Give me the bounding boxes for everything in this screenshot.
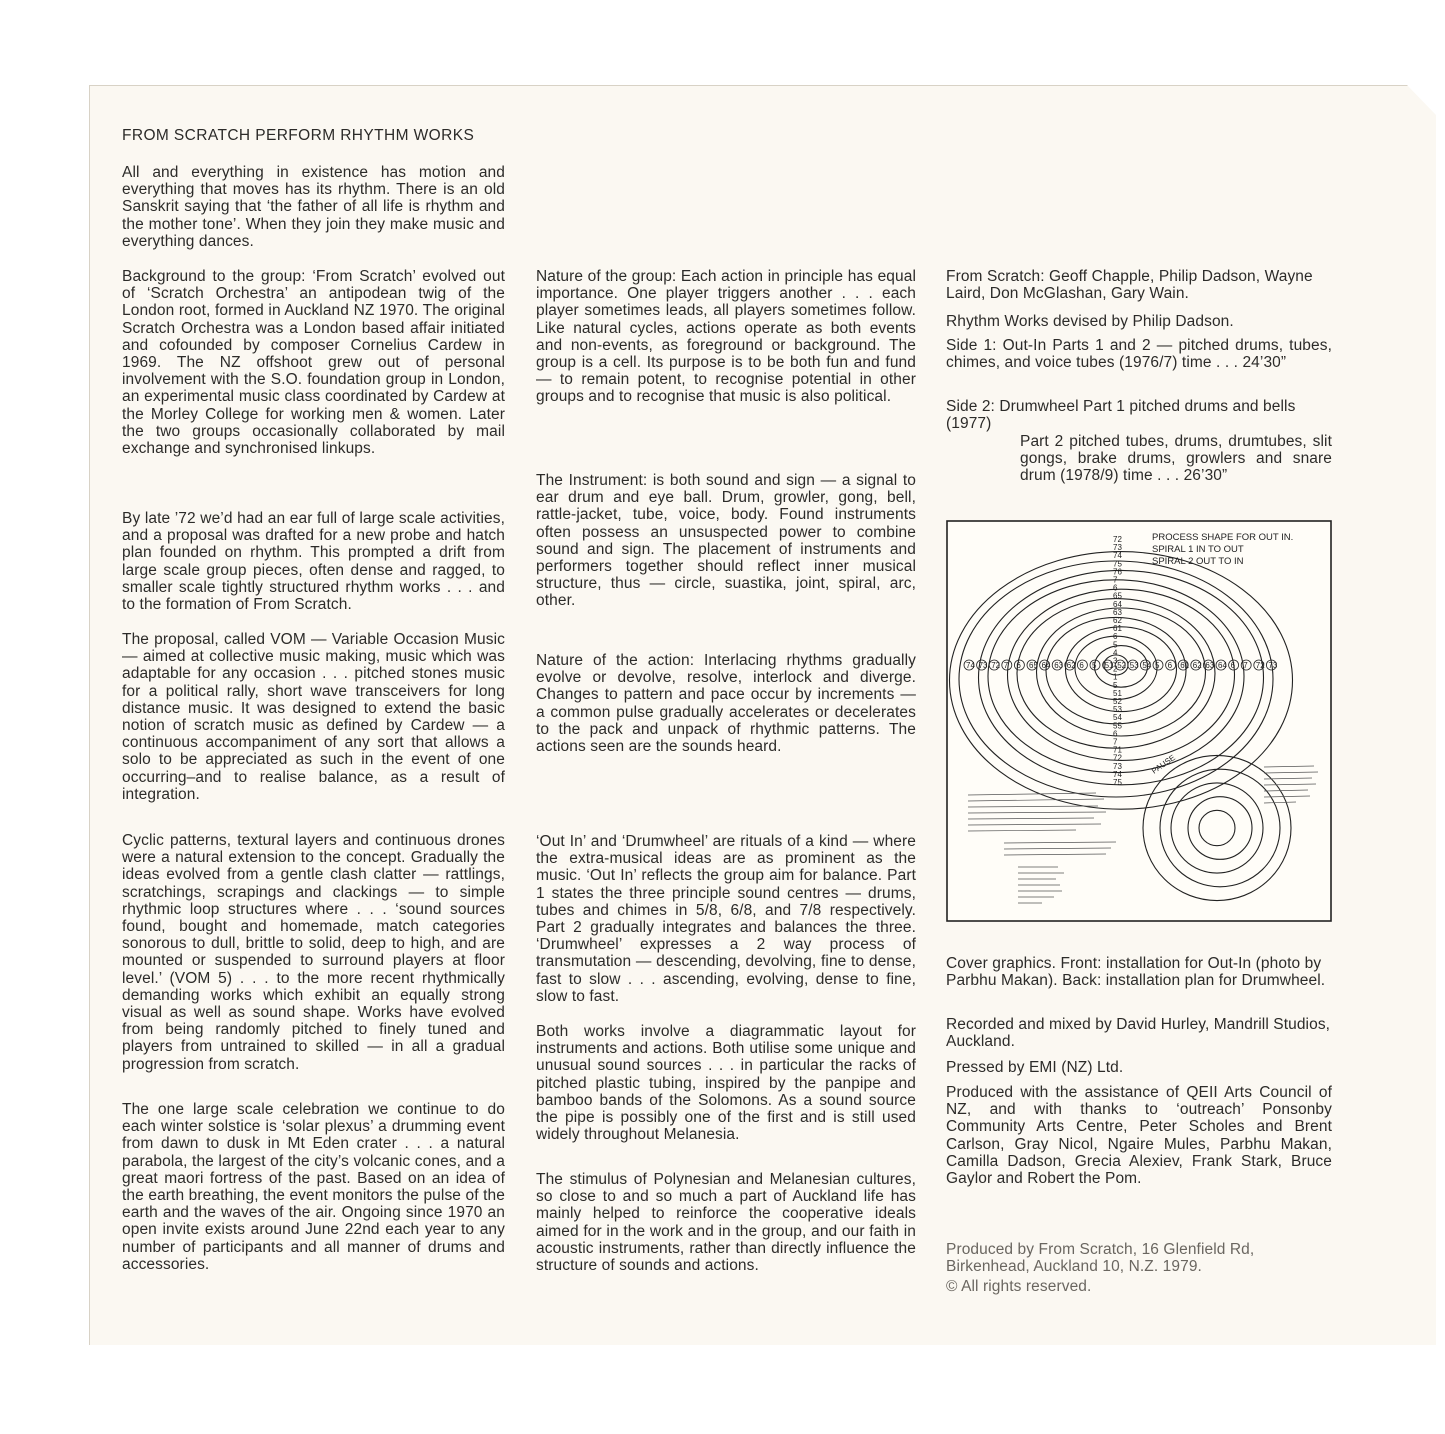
spiral-number: 52 bbox=[1117, 661, 1127, 670]
spiral-number: 6 bbox=[1167, 661, 1173, 670]
layout-paragraph: Both works involve a diagrammatic layout for instruments and actions. Both utilise some unique and unusual sound sources . . . in particular the racks of pitched plastic tubing, inspired by the panpipe and bamboo bands of the Solomons. As a sound source the pipe is possibly one of the first and is still used widely throughout Melanesia. bbox=[536, 1023, 916, 1144]
page-title: FROM SCRATCH PERFORM RHYTHM WORKS bbox=[122, 127, 475, 144]
out-in-paragraph: ‘Out In’ and ‘Drumwheel’ are rituals of a kind — where the extra-musical ideas are as prominent as the music. ‘Out In’ reflects the group aim for balance. Part 1 states the three principle sound centres — drums, tubes and chimes in 5/8, 6/8, and 7/8 respectively. Part 2 gradually integrates and balances the three. ‘Drumwheel’ expresses a 2 way process of transmutation — descending, devolving, fine to dense, fast to slow . . . ascending, evolving, dense to fine, slow to fast. bbox=[536, 833, 916, 1005]
process-shape-diagram bbox=[946, 520, 1332, 922]
spiral-number: 63 bbox=[1113, 607, 1122, 617]
spiral-number: 7 bbox=[1243, 661, 1248, 670]
nature-of-group-paragraph: Nature of the group: Each action in principle has equal importance. One player triggers another . . . each player sometimes leads, all players sometimes follow. Like natural cycles, actions operate as both events and non-events, as foreground or background. The group is a cell. Its purpose is to be both fun and fund — to remain potent, to recognise potential in other groups and to recognise that music is also political. bbox=[536, 268, 916, 406]
spiral-number: 6 bbox=[1113, 729, 1118, 739]
spiral-number: 4 bbox=[1113, 648, 1118, 658]
spiral-number: 73 bbox=[978, 661, 988, 670]
solstice-paragraph: The one large scale celebration we continue to do each winter solstice is ‘solar plexus’ a drumming event from dawn to dusk in Mt Eden crater . . . a natural parabola, the largest of the city’s volcanic cones, and a great maori fortress of the past. Based on an idea of the earth breathing, the event monitors the pulse of the earth and the waves of the air. Ongoing since 1970 an open invite exists around June 22nd each year to any number of participants and all manner of drums and accessories. bbox=[122, 1101, 505, 1273]
thanks-paragraph: Produced with the assistance of QEII Arts Council of NZ, and with thanks to ‘outreach’ Ponsonby Community Arts Centre, Peter Scholes and Brent Carlson, Gray Nicol, Ngaire Mules, Parbhu Makan, Camilla Dadson, Grecia Alexiev, Frank Stark, Bruce Gaylor and Robert the Pom. bbox=[946, 1084, 1332, 1188]
spiral-number: 6 bbox=[1079, 661, 1084, 670]
spiral-number: 72 bbox=[1255, 661, 1265, 670]
spiral-number: 51 bbox=[1113, 688, 1122, 698]
spiral-number: 6 bbox=[1113, 583, 1118, 593]
spiral-number: 64 bbox=[1218, 661, 1227, 670]
cover-graphics-paragraph: Cover graphics. Front: installation for Out-In (photo by Parbhu Makan). Back: installation plan for Drumwheel. bbox=[946, 955, 1326, 990]
spiral-number: 2 bbox=[1113, 664, 1118, 674]
spiral-number: 5 bbox=[1092, 661, 1097, 670]
spiral-number: 62 bbox=[1113, 616, 1122, 625]
stimulus-paragraph: The stimulus of Polynesian and Melanesian cultures, so close to and so much a part of Auckland life has mainly helped to reinforce the cooperative ideals aimed for in the work and in the group, and our faith in acoustic instruments, rather than directly influence the structure of sounds and actions. bbox=[536, 1171, 916, 1275]
spiral-number: 73 bbox=[1113, 761, 1122, 771]
spiral-number: 62 bbox=[1066, 661, 1076, 670]
spiral-number: 1 bbox=[1113, 672, 1118, 682]
members-paragraph: From Scratch: Geoff Chapple, Philip Dadson, Wayne Laird, Don McGlashan, Gary Wain. bbox=[946, 268, 1313, 303]
spiral-number: 6 bbox=[1230, 661, 1236, 670]
spiral-number: 74 bbox=[1113, 551, 1122, 561]
spiral-number: 76 bbox=[1113, 567, 1122, 577]
spiral-number: 6 bbox=[1016, 661, 1021, 670]
spiral-number: 64 bbox=[1113, 599, 1122, 609]
instrument-paragraph: The Instrument: is both sound and sign — a signal to ear drum and eye ball. Drum, growler, gong, bell, rattle-jacket, tube, voice, body. Found instruments often possess an unsuspected power to combine sound and sign. The placement of instruments and performers together should reflect inner musical structure, thus — circle, suastika, joint, spiral, arc, other. bbox=[536, 472, 916, 610]
spiral-number: 65 bbox=[1113, 591, 1122, 601]
spiral-number: 72 bbox=[1113, 535, 1122, 544]
spiral-number: 75 bbox=[1113, 559, 1122, 569]
spiral-number: 63 bbox=[1054, 661, 1064, 670]
spiral-number: 72 bbox=[991, 661, 1001, 670]
cyclic-paragraph: Cyclic patterns, textural layers and continuous drones were a natural extension to the concept. Gradually the ideas evolved from a gentle clash clatter — rattlings, scratchings, scrapings and clackings — to simple rhythmic loop structures where . . . ‘sound sources found, bought and homemade, match categories sonorous to dull, brittle to solid, deep to high, and are mounted or suspended to surround players at floor level.’ (VOM 5) . . . to the more recent rhythmically demanding works which exhibit an equally strong visual as well as sound shape. Works have evolved from being randomly pitched to finely tuned and players from untrained to skilled — in all a gradual progression from scratch. bbox=[122, 832, 505, 1073]
spiral-number: 71 bbox=[1113, 745, 1122, 755]
spiral-number: 7 bbox=[1003, 661, 1009, 670]
spiral-number: 52 bbox=[1113, 697, 1122, 706]
spiral-number: 53 bbox=[1129, 661, 1139, 670]
spiral-number: 7 bbox=[1113, 575, 1118, 585]
spiral-number: 63 bbox=[1205, 661, 1215, 670]
devised-paragraph: Rhythm Works devised by Philip Dadson. bbox=[946, 313, 1234, 330]
spiral-number: 54 bbox=[1113, 713, 1122, 723]
pressed-paragraph: Pressed by EMI (NZ) Ltd. bbox=[946, 1059, 1124, 1076]
pause-label: PAUSE bbox=[1149, 753, 1177, 776]
spiral-number: 7 bbox=[1113, 737, 1118, 747]
spiral-number: 61 bbox=[1113, 624, 1122, 634]
spiral-number: 72 bbox=[1113, 753, 1122, 763]
spiral-number: 53 bbox=[1113, 705, 1122, 715]
diagram-heading-3: SPIRAL 2 OUT TO IN bbox=[1152, 556, 1244, 567]
late72-paragraph: By late ’72 we’d had an ear full of large scale activities, and a proposal was drafted for a new probe and hatch plan founded on rhythm. This prompted a drift from large scale group pieces, often dense and ragged, to smaller scale tightly structured rhythm works . . . and to the formation of From Scratch. bbox=[122, 510, 505, 614]
spiral-number: 74 bbox=[966, 661, 975, 670]
spiral-number: 5 bbox=[1113, 680, 1118, 690]
spiral-number: 73 bbox=[1113, 543, 1122, 553]
producer-address: Produced by From Scratch, 16 Glenfield Rd, Birkenhead, Auckland 10, N.Z. 1979. bbox=[946, 1241, 1255, 1276]
spiral-number: 62 bbox=[1192, 661, 1202, 670]
nature-of-action-paragraph: Nature of the action: Interlacing rhythms gradually evolve or devolve, resolve, interlock and diverge. Changes to pattern and pace occur by increments — a common pulse gradually accelerates or decelerates to the pack and unpack of rhythmic patterns. The actions seen are the sounds heard. bbox=[536, 652, 916, 756]
diagram-heading-2: SPIRAL 1 IN TO OUT bbox=[1152, 544, 1244, 555]
proposal-paragraph: The proposal, called VOM — Variable Occasion Music — aimed at collective music making, music which was adaptable for any occasion . . . pitched stones music for a political rally, short wave transceivers for long distance music. It was designed to extend the basic notion of scratch music as defined by Cardew — a continuous accompaniment of any sort that allows a solo to be appreciated as such in the event of one occurring–and to realise balance, as a result of integration. bbox=[122, 631, 505, 803]
spiral-number: 5 bbox=[1113, 640, 1118, 650]
spiral-number: 65 bbox=[1029, 661, 1038, 670]
background-paragraph: Background to the group: ‘From Scratch’ evolved out of ‘Scratch Orchestra’ an antipodean twig of the London root, formed in Auckland NZ 1970. The original Scratch Orchestra was a London based affair initiated and cofounded by composer Cornelius Cardew in 1969. The NZ offshoot grew out of personal involvement with the S.O. foundation group in London, an experimental music class coordinated by Cardew at the Morley College for working men & women. Later the two groups occasionally collaborated by mail exchange and synchronised linkups. bbox=[122, 268, 505, 458]
diagram-heading-1: PROCESS SHAPE FOR OUT IN. bbox=[1152, 532, 1294, 543]
side2-paragraph: Side 2: Drumwheel Part 1 pitched drums and bells (1977) bbox=[946, 398, 1296, 433]
spiral-number: 61 bbox=[1180, 661, 1190, 670]
spiral-number: 73 bbox=[1268, 661, 1278, 670]
side1-paragraph: Side 1: Out-In Parts 1 and 2 — pitched drums, tubes, chimes, and voice tubes (1976/7) time . . . 24’30” bbox=[946, 337, 1332, 372]
spiral-number: 74 bbox=[1113, 769, 1122, 779]
intro-paragraph: All and everything in existence has motion and everything that moves has its rhythm. There is an old Sanskrit saying that ‘the father of all life is rhythm and the mother tone’. When they join they make music and everything dances. bbox=[122, 164, 505, 250]
recorded-paragraph: Recorded and mixed by David Hurley, Mandrill Studios, Auckland. bbox=[946, 1016, 1331, 1051]
spiral-number: 3 bbox=[1113, 656, 1118, 666]
spiral-number: 5 bbox=[1155, 661, 1160, 670]
side2-part2-paragraph: Part 2 pitched tubes, drums, drumtubes, slit gongs, brake drums, growlers and snare drum (1978/9) time . . . 26’30” bbox=[1020, 433, 1332, 485]
spiral-number: 54 bbox=[1142, 661, 1152, 670]
spiral-number: 6 bbox=[1113, 632, 1118, 642]
spiral-number: 75 bbox=[1113, 778, 1122, 787]
spiral-number: 55 bbox=[1113, 721, 1122, 731]
copyright-notice: © All rights reserved. bbox=[946, 1278, 1092, 1295]
spiral-number: 64 bbox=[1041, 661, 1051, 670]
spiral-number: 51 bbox=[1104, 661, 1114, 670]
